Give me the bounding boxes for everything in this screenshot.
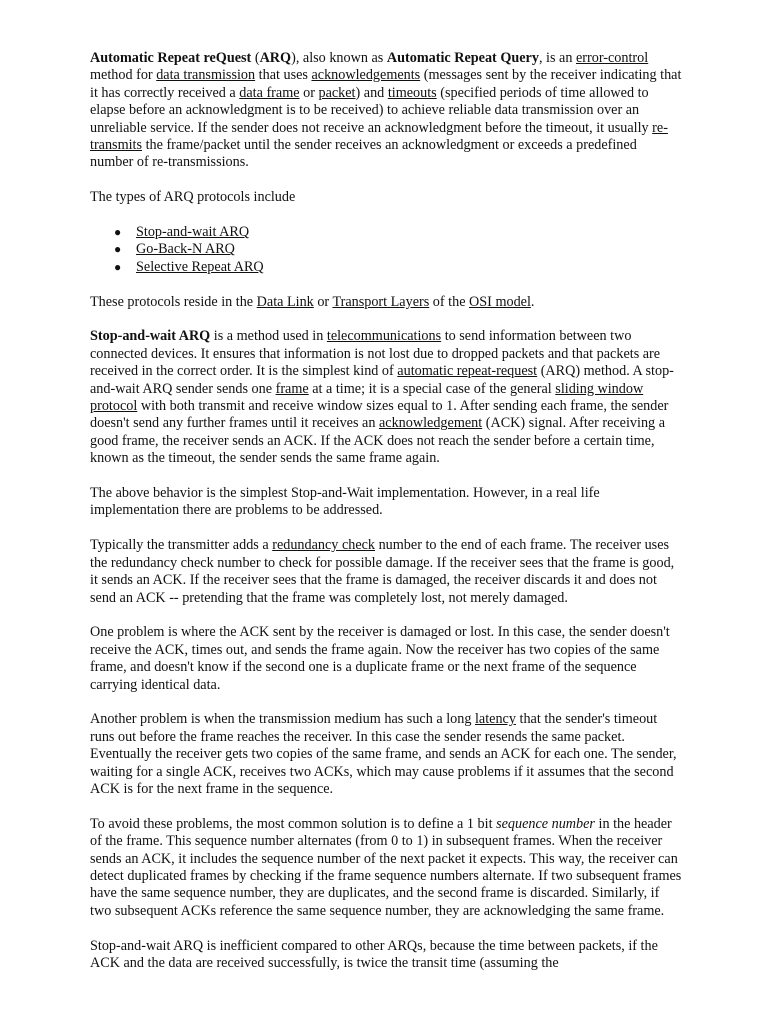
link-redundancy-check[interactable]: redundancy check [272,537,376,554]
link-retransmits[interactable]: re-transmits [90,119,668,154]
problem-two-paragraph: Another problem is when the transmission medium has such a long latency that the sender's timeout runs out before the frame reaches the receiver. In this case the sender resends the same packet. Eventually the receiver gets two copies of the same frame, and sends an ACK for each one. The sender, waiting for a single ACK, receives two ACKs, which may cause problems if it assumes that the second ACK is for the next frame in the sequence. [90,711,677,797]
document-page [90,50,682,990]
link-osi-model[interactable]: OSI model [469,293,531,310]
term-arq-bold: Automatic Repeat reQuest [90,50,252,66]
list-item [114,258,682,276]
link-data-transmission[interactable]: data transmission [156,67,256,84]
link-frame[interactable]: frame [275,380,309,397]
bullet-icon: ● [114,259,122,274]
link-go-back-n-arq[interactable]: Go-Back-N ARQ [136,241,235,258]
solution-paragraph: To avoid these problems, the most common solution is to define a 1 bit sequence number in the header of the frame. This sequence number alternates (from 0 to 1) in subsequent frames. When the receiver sends an ACK, it includes the sequence number of the next packet it expects. This way, the receiver can detect duplicated frames by checking if the frame sequence numbers alternate. If two subsequent frames have the same sequence number, they are duplicates, and the second frame is discarded. Similarly, if two subsequent ACKs reference the same sequence number, they are acknowledging the same frame. [90,815,682,919]
types-intro-text: The types of ARQ protocols include [90,189,296,206]
link-latency[interactable]: latency [474,711,516,728]
intro-paragraph: Automatic Repeat reQuest (ARQ), also known as Automatic Repeat Query, is an error-control method for data transmission that uses acknowledgements (messages sent by the receiver indicating that it has correctly received a data frame or packet) and timeouts (specified periods of time allowed to elapse before an acknowledgment is to be received) to achieve reliable data transmission over an unreliable service. If the sender does not receive an acknowledgment before the timeout, it usually re-transmits the frame/packet until the sender receives an acknowledgment or exceeds a predefined number of re-transmissions. [90,50,682,171]
link-selective-repeat-arq[interactable]: Selective Repeat ARQ [136,258,264,275]
link-data-link[interactable]: Data Link [256,293,314,310]
link-timeouts[interactable]: timeouts [387,84,437,101]
term-arq-query: Automatic Repeat Query [386,50,539,66]
link-acknowledgements[interactable]: acknowledgements [311,67,421,84]
link-error-control[interactable]: error-control [576,50,649,66]
problem-one-paragraph: One problem is where the ACK sent by the receiver is damaged or lost. In this case, the sender doesn't receive the ACK, times out, and sends the frame again. Now the receiver has two copies of the same frame, and doesn't know if the second one is a duplicate frame or the next frame of the sequence carrying identical data. [90,624,670,693]
bullet-icon: ● [114,242,122,257]
link-transport-layers[interactable]: Transport Layers [332,293,430,310]
term-arq-abbrev: ARQ [259,50,292,66]
behavior-paragraph: The above behavior is the simplest Stop-and-Wait implementation. However, in a real life implementation there are problems to be addressed. [90,485,600,519]
list-item [114,241,682,258]
link-telecommunications[interactable]: telecommunications [326,328,442,345]
inefficient-paragraph: Stop-and-wait ARQ is inefficient compared to other ARQs, because the time between packets, if the ACK and the data are received successfully, is twice the transit time (assuming the [90,937,658,971]
link-packet[interactable]: packet [318,84,356,101]
link-acknowledgement[interactable]: acknowledgement [378,415,483,432]
list-item [114,224,682,241]
arq-types-list [90,224,682,276]
redundancy-paragraph: Typically the transmitter adds a redundancy check number to the end of each frame. The receiver uses the redundancy check number to check for possible damage. If the receiver sees that the frame is good, it sends an ACK. If the receiver sees that the frame is damaged, the receiver discards it and does not send an ACK -- pretending that the frame was completely lost, not merely damaged. [90,537,675,606]
layers-paragraph: These protocols reside in the Data Link or Transport Layers of the OSI model. [90,293,535,310]
term-sequence-number: sequence number [496,815,595,832]
bullet-icon: ● [114,225,122,240]
link-sliding-window-protocol[interactable]: sliding window protocol [90,380,644,415]
link-data-frame[interactable]: data frame [239,84,300,101]
link-automatic-repeat-request[interactable]: automatic repeat-request [397,363,538,380]
term-stop-and-wait: Stop-and-wait ARQ [90,328,211,345]
stop-and-wait-paragraph: Stop-and-wait ARQ is a method used in telecommunications to send information between two connected devices. It ensures that information is not lost due to dropped packets and that packets are received in the correct order. It is the simplest kind of automatic repeat-request (ARQ) method. A stop-and-wait ARQ sender sends one frame at a time; it is a special case of the general sliding window protocol with both transmit and receive window sizes equal to 1. After sending each frame, the sender doesn't send any further frames until it receives an acknowledgement (ACK) signal. After receiving a good frame, the receiver sends an ACK. If the ACK does not reach the sender before a certain time, known as the timeout, the sender sends the same frame again. [90,328,674,467]
link-stop-and-wait-arq[interactable]: Stop-and-wait ARQ [136,224,250,241]
